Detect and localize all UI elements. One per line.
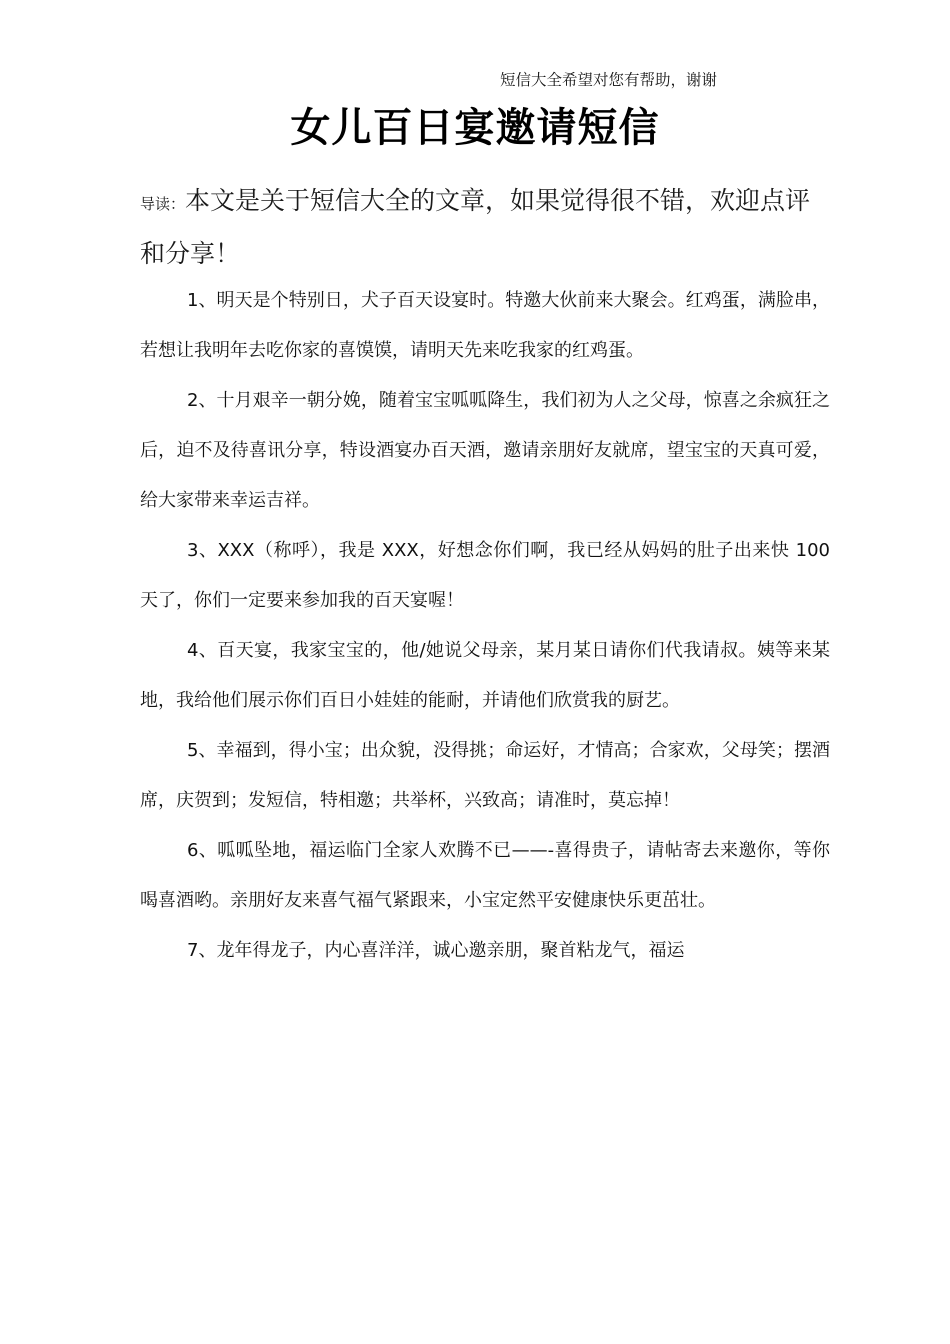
message-list bbox=[140, 276, 830, 976]
intro-label: 导读： bbox=[140, 195, 186, 213]
message-paragraph-6: 6、呱呱坠地，福运临门全家人欢腾不已——-喜得贵子，请帖寄去来邀你，等你喝喜酒哟。亲朋好友来喜气福气紧跟来，小宝定然平安健康快乐更茁壮。 bbox=[140, 840, 830, 911]
intro-text: 本文是关于短信大全的文章，如果觉得很不错，欢迎点评和分享！ bbox=[140, 186, 811, 268]
message-paragraph-5: 5、幸福到，得小宝；出众貌，没得挑；命运好，才情高；合家欢，父母笑；摆酒席，庆贺到；发短信，特相邀；共举杯，兴致高；请准时，莫忘掉！ bbox=[140, 740, 830, 811]
message-paragraph-7: 7、龙年得龙子，内心喜洋洋，诚心邀亲朋，聚首粘龙气，福运 bbox=[187, 940, 685, 961]
message-paragraph-1: 1、明天是个特别日，犬子百天设宴时。特邀大伙前来大聚会。红鸡蛋，满脸串，若想让我明年去吃你家的喜馍馍，请明天先来吃我家的红鸡蛋。 bbox=[140, 290, 830, 361]
intro-paragraph bbox=[140, 176, 830, 279]
header-note: 短信大全希望对您有帮助，谢谢 bbox=[500, 71, 718, 89]
message-paragraph-3: 3、XXX（称呼），我是 XXX，好想念你们啊，我已经从妈妈的肚子出来快 100 天了，你们一定要来参加我的百天宴喔！ bbox=[140, 540, 830, 611]
page-title: 女儿百日宴邀请短信 bbox=[290, 105, 660, 151]
message-paragraph-2: 2、十月艰辛一朝分娩，随着宝宝呱呱降生，我们初为人之父母，惊喜之余疯狂之后，迫不及待喜讯分享，特设酒宴办百天酒，邀请亲朋好友就席，望宝宝的天真可爱，给大家带来幸运吉祥。 bbox=[140, 390, 830, 511]
message-paragraph-4: 4、百天宴，我家宝宝的，他/她说父母亲，某月某日请你们代我请叔。姨等来某地，我给他们展示你们百日小娃娃的能耐，并请他们欣赏我的厨艺。 bbox=[140, 640, 830, 711]
